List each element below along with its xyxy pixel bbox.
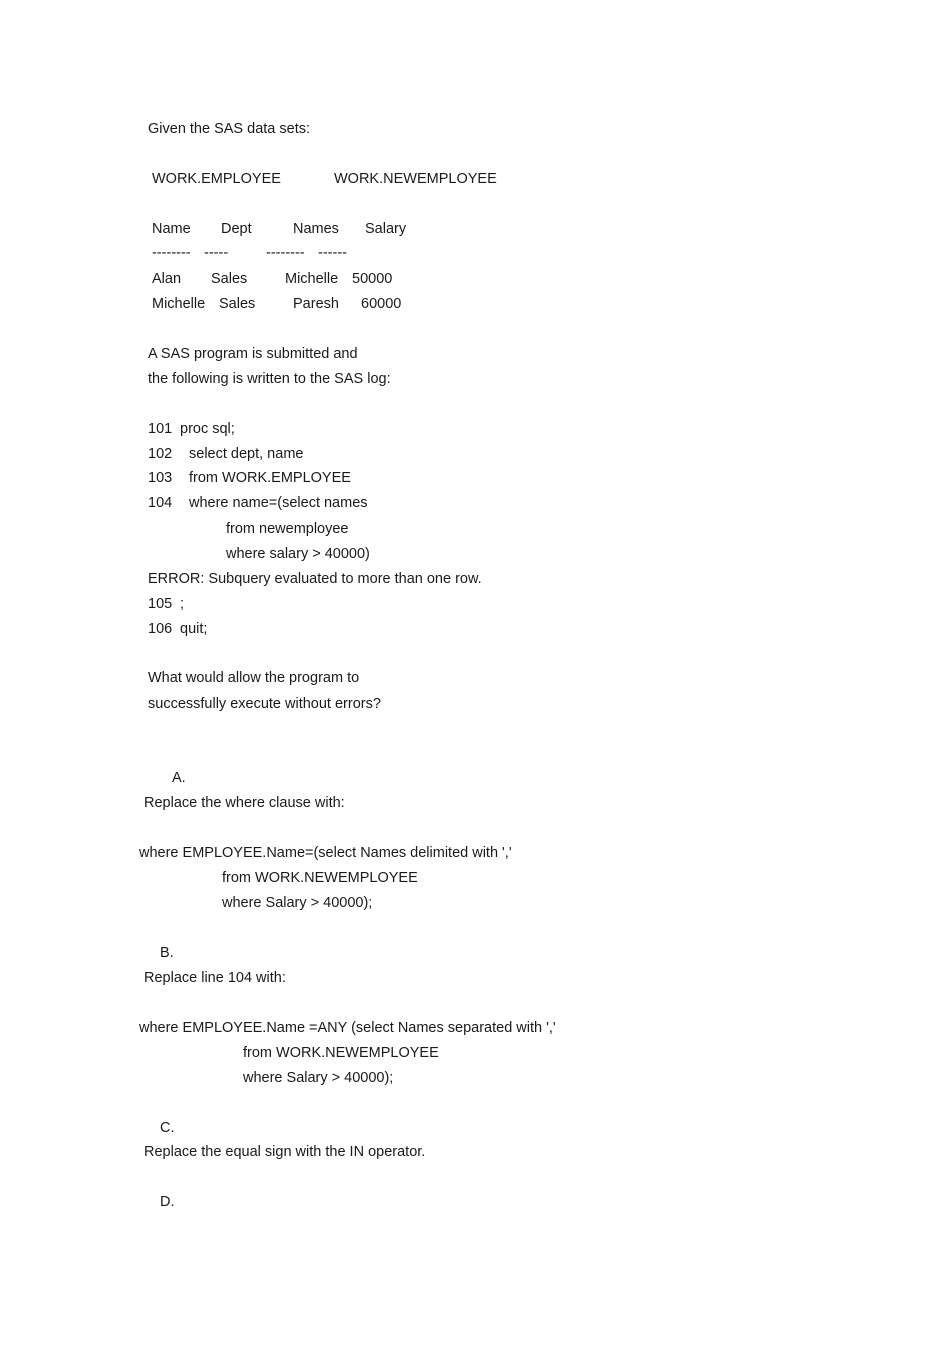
- log-code: where name=(select names: [189, 495, 368, 511]
- header-name: Name: [152, 221, 191, 237]
- log-code: select dept, name: [189, 446, 304, 462]
- log-error-message: ERROR: Subquery evaluated to more than one row.: [148, 571, 482, 587]
- log-intro-line-1: A SAS program is submitted and: [148, 346, 358, 362]
- log-line-number: 106: [148, 621, 173, 637]
- option-a-letter: A.: [172, 770, 186, 786]
- employee-row-2-dept: Sales: [219, 296, 256, 312]
- log-code: from WORK.EMPLOYEE: [189, 470, 351, 486]
- dataset-title-employee: WORK.EMPLOYEE: [152, 171, 281, 187]
- option-b-letter: B.: [160, 945, 174, 961]
- log-code: ;: [180, 596, 185, 612]
- dataset-title-newemployee: WORK.NEWEMPLOYEE: [334, 171, 497, 187]
- employee-row-1-name: Alan: [152, 271, 182, 287]
- separator-dept: -----: [204, 245, 229, 261]
- option-b-code-line-2: from WORK.NEWEMPLOYEE: [243, 1045, 439, 1061]
- option-b-text: Replace line 104 with:: [144, 970, 286, 986]
- option-a-code-line-1: where EMPLOYEE.Name=(select Names delimited with ',': [139, 845, 512, 861]
- option-d-letter: D.: [160, 1194, 175, 1210]
- separator-salary: ------: [318, 245, 347, 261]
- option-a-text: Replace the where clause with:: [144, 795, 345, 811]
- option-b-code-line-1: where EMPLOYEE.Name =ANY (select Names separated with ',': [139, 1020, 556, 1036]
- option-a-code-line-3: where Salary > 40000);: [222, 895, 373, 911]
- header-dept: Dept: [221, 221, 252, 237]
- log-code-continuation: where salary > 40000): [226, 546, 370, 562]
- log-line-number: 102: [148, 446, 173, 462]
- question-line-1: What would allow the program to: [148, 670, 360, 686]
- employee-row-2-name: Michelle: [152, 296, 206, 312]
- log-line-number: 103: [148, 470, 173, 486]
- intro-text: Given the SAS data sets:: [148, 121, 311, 137]
- newemployee-row-1-names: Michelle: [285, 271, 339, 287]
- separator-name: --------: [152, 245, 191, 261]
- log-line-number: 105: [148, 596, 173, 612]
- log-line-number: 104: [148, 495, 173, 511]
- log-code: proc sql;: [180, 421, 235, 437]
- option-c-letter: C.: [160, 1120, 175, 1136]
- option-b-code-line-3: where Salary > 40000);: [243, 1070, 394, 1086]
- log-line-number: 101: [148, 421, 173, 437]
- log-code-continuation: from newemployee: [226, 521, 349, 537]
- log-code: quit;: [180, 621, 208, 637]
- log-intro-line-2: the following is written to the SAS log:: [148, 371, 391, 387]
- header-names: Names: [293, 221, 339, 237]
- newemployee-row-2-salary: 60000: [361, 296, 402, 312]
- option-a-code-line-2: from WORK.NEWEMPLOYEE: [222, 870, 418, 886]
- newemployee-row-1-salary: 50000: [352, 271, 393, 287]
- separator-names: --------: [266, 245, 305, 261]
- employee-row-1-dept: Sales: [211, 271, 248, 287]
- option-c-text: Replace the equal sign with the IN operator.: [144, 1144, 426, 1160]
- header-salary: Salary: [365, 221, 407, 237]
- newemployee-row-2-names: Paresh: [293, 296, 339, 312]
- question-line-2: successfully execute without errors?: [148, 696, 381, 712]
